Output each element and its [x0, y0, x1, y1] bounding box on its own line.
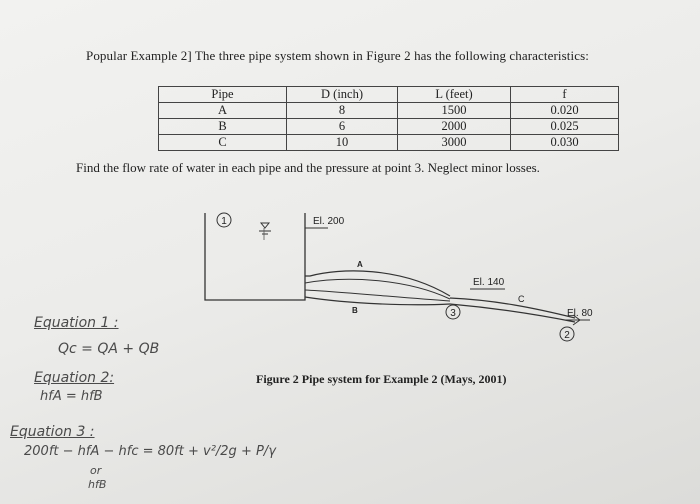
table-cell: 10 — [287, 135, 398, 151]
point-3-label: 3 — [450, 308, 456, 319]
table-cell: A — [159, 103, 287, 119]
table-cell: 0.025 — [511, 119, 619, 135]
elevation-140-label: El. 140 — [473, 277, 505, 288]
elevation-80-label: El. 80 — [567, 308, 593, 319]
point-1-label: 1 — [221, 216, 227, 227]
or-note: or — [90, 464, 102, 477]
equation-2-label: Equation 2: — [34, 370, 115, 386]
hfb-note: hfB — [88, 478, 107, 491]
pipe-a-label: A — [357, 260, 363, 269]
pipe-a-inner — [305, 279, 450, 299]
header-pipe: Pipe — [159, 87, 287, 103]
table-cell: 3000 — [398, 135, 511, 151]
equation-3-label: Equation 3 : — [10, 424, 95, 440]
pipe-c — [450, 298, 575, 318]
table-cell: 0.030 — [511, 135, 619, 151]
problem-question: Find the flow rate of water in each pipe and the pressure at point 3. Neglect minor losses. — [76, 160, 540, 175]
equation-2: hfA = hfB — [40, 389, 103, 404]
header-friction: f — [511, 87, 619, 103]
pipe-c-label: C — [518, 294, 525, 304]
header-length: L (feet) — [398, 87, 511, 103]
water-level-icon — [259, 223, 271, 234]
table-cell: 6 — [287, 119, 398, 135]
table-cell: 1500 — [398, 103, 511, 119]
header-diameter: D (inch) — [287, 87, 398, 103]
pipe-b-inner — [305, 297, 450, 305]
table-cell: 8 — [287, 103, 398, 119]
table-cell: 0.020 — [511, 103, 619, 119]
pipe-a — [305, 271, 450, 296]
table-cell: C — [159, 135, 287, 151]
problem-title: Popular Example 2] The three pipe system shown in Figure 2 has the following characteristics: — [86, 48, 589, 63]
elevation-200-label: El. 200 — [313, 216, 345, 227]
point-2-label: 2 — [564, 330, 570, 341]
pipe-b-label: B — [352, 306, 358, 315]
equation-3: 200ft − hfA − hfc = 80ft + v²/2g + P/γ — [24, 444, 276, 459]
figure-caption: Figure 2 Pipe system for Example 2 (Mays, 2001) — [256, 372, 507, 386]
table-cell: B — [159, 119, 287, 135]
equation-1: Qc = QA + QB — [58, 341, 160, 357]
equation-1-label: Equation 1 : — [34, 315, 119, 331]
table-cell: 2000 — [398, 119, 511, 135]
